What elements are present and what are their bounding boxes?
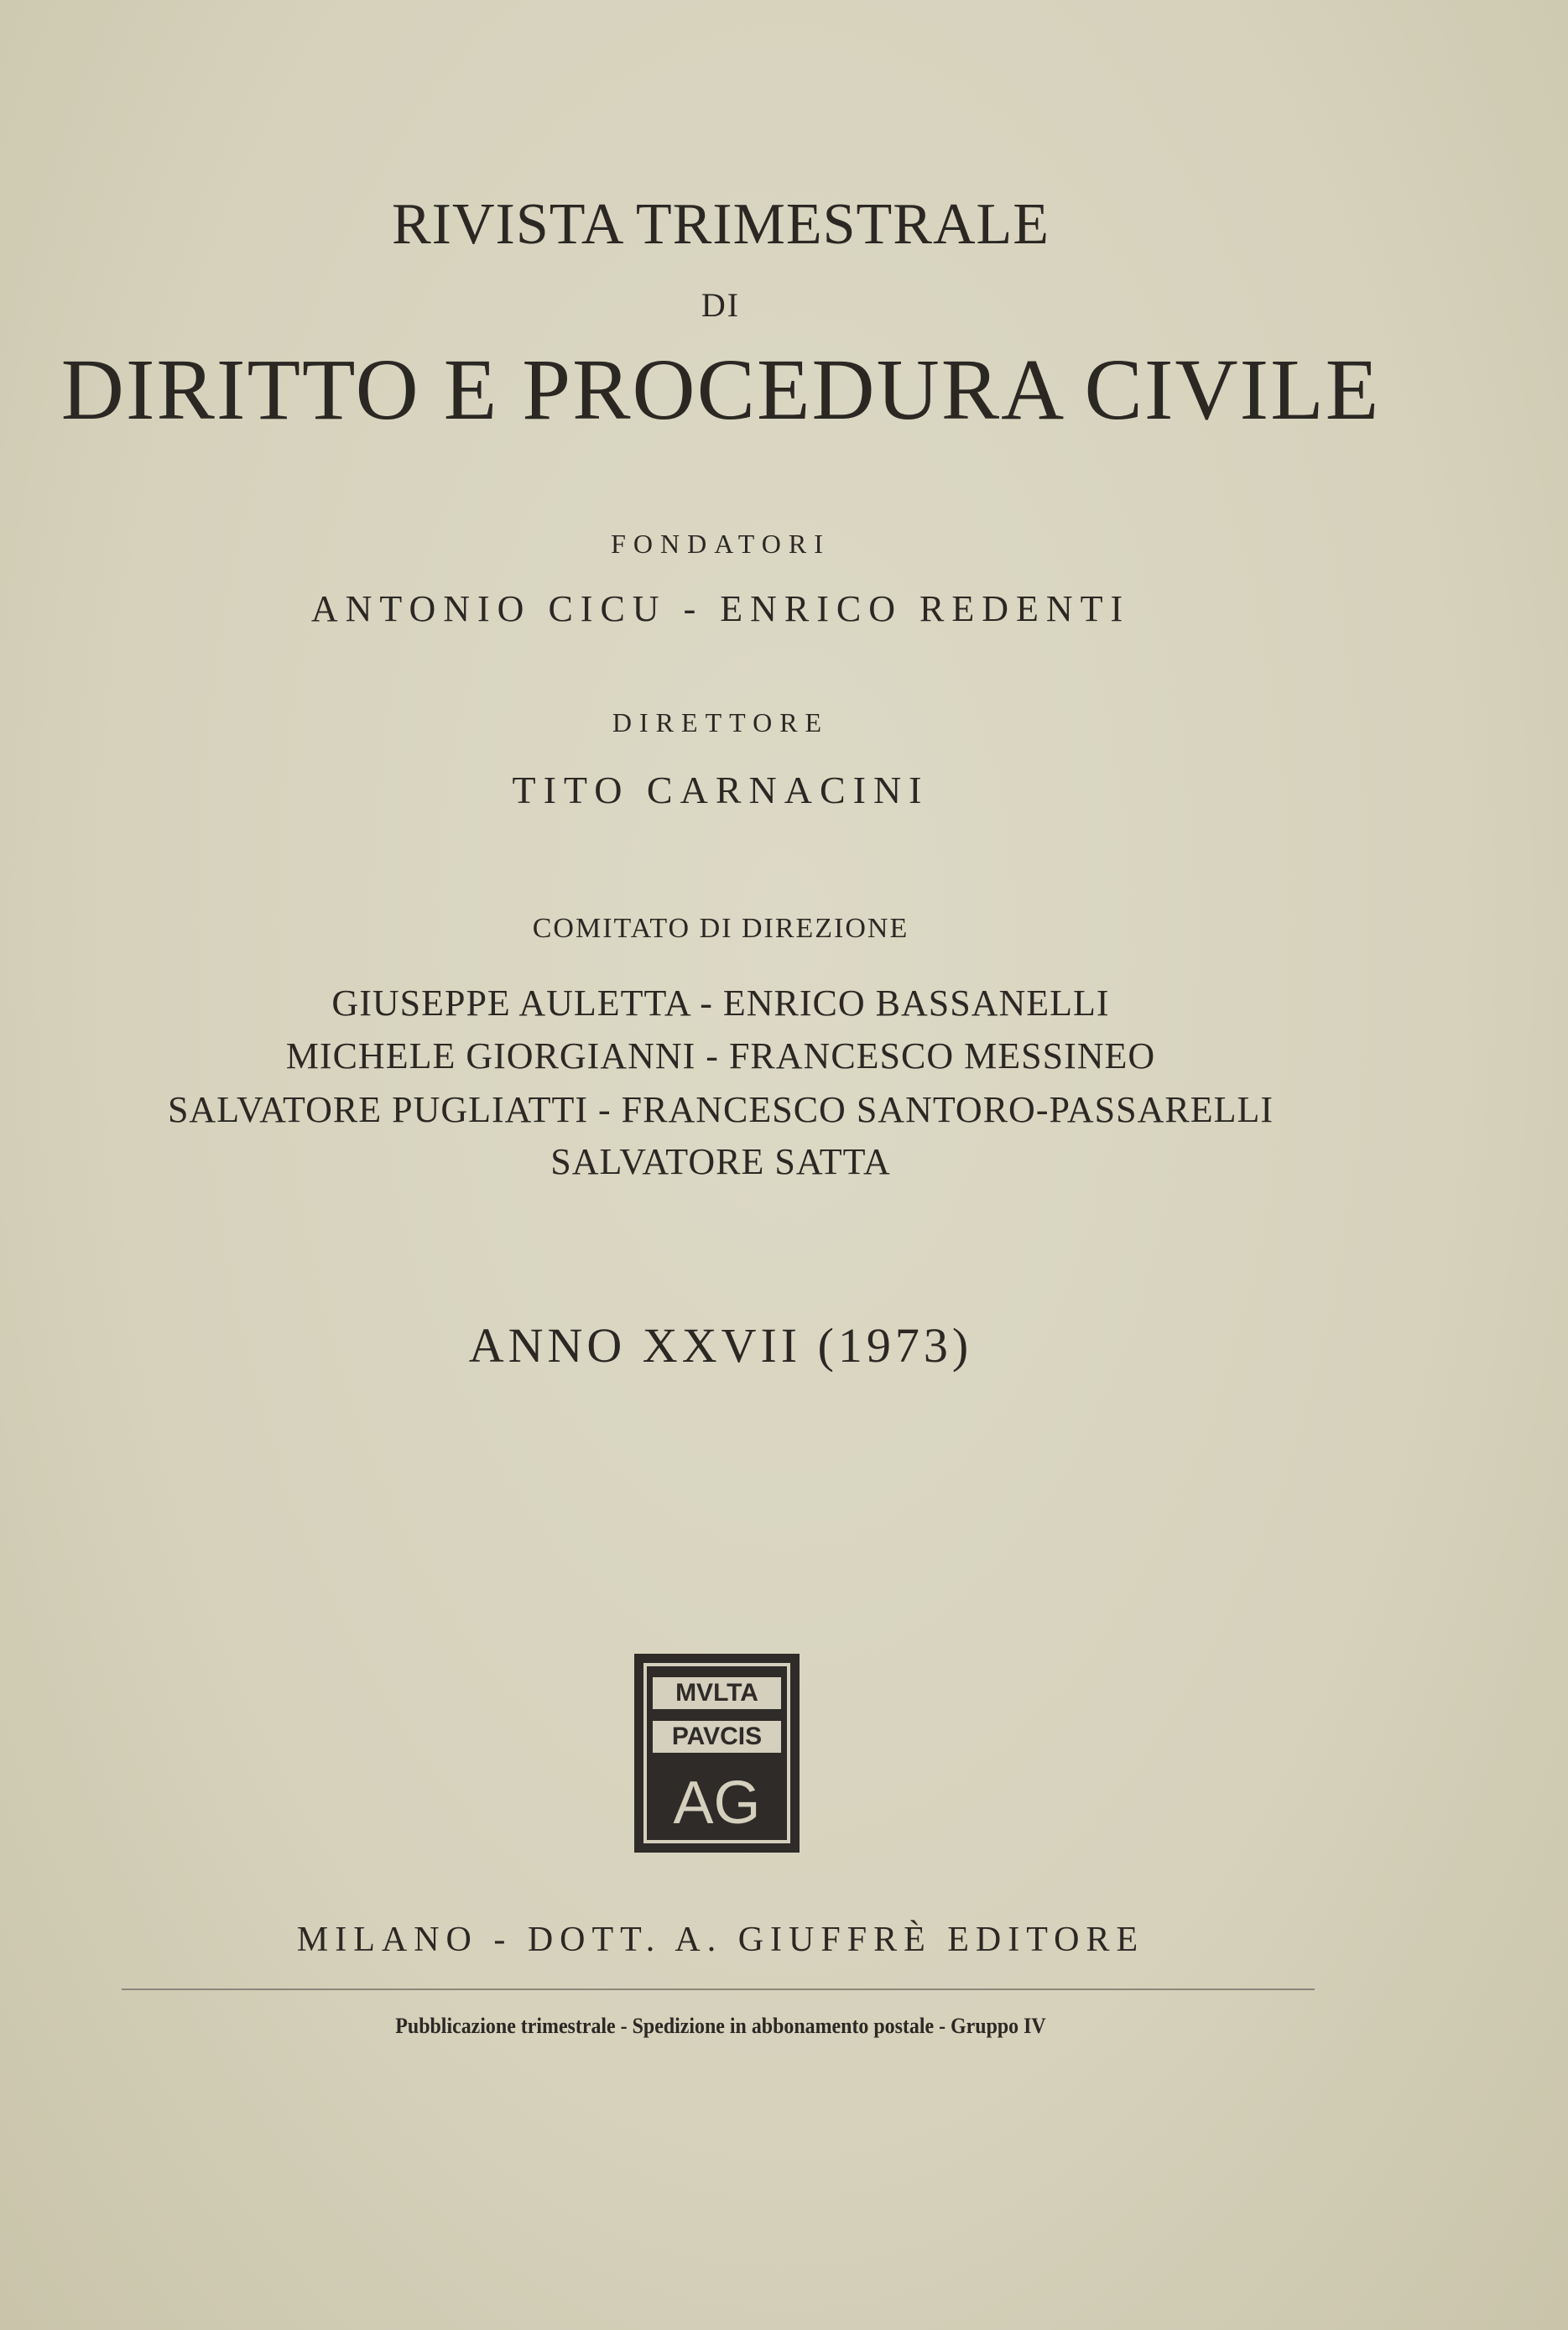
founders-label: FONDATORI bbox=[611, 529, 831, 559]
director-label: DIRETTORE bbox=[612, 707, 830, 738]
journal-title-line2: DI bbox=[701, 286, 741, 324]
publisher-imprint: MILANO - DOTT. A. GIUFFRÈ EDITORE bbox=[296, 1921, 1145, 1959]
founders-names: ANTONIO CICU - ENRICO REDENTI bbox=[310, 588, 1131, 629]
committee-line: SALVATORE SATTA bbox=[550, 1141, 891, 1182]
divider-rule bbox=[122, 1989, 1315, 1990]
journal-title-line1: RIVISTA TRIMESTRALE bbox=[391, 192, 1050, 257]
logo-motto-line1: MVLTA bbox=[653, 1677, 781, 1709]
journal-title-main: DIRITTO E PROCEDURA CIVILE bbox=[60, 341, 1381, 438]
committee-line: MICHELE GIORGIANNI - FRANCESCO MESSINEO bbox=[285, 1035, 1156, 1076]
publisher-logo bbox=[634, 1654, 800, 1853]
volume-year: ANNO XXVII (1973) bbox=[468, 1318, 973, 1373]
postal-note: Pubblicazione trimestrale - Spedizione in abbonamento postale - Gruppo IV bbox=[395, 2014, 1046, 2038]
committee-line: SALVATORE PUGLIATTI - FRANCESCO SANTORO-PASSARELLI bbox=[167, 1089, 1274, 1130]
logo-motto-line2: PAVCIS bbox=[653, 1721, 781, 1753]
director-name: TITO CARNACINI bbox=[512, 769, 930, 811]
committee-label: COMITATO DI DIREZIONE bbox=[532, 913, 909, 944]
logo-monogram: AG bbox=[673, 1770, 761, 1837]
committee-line: GIUSEPPE AULETTA - ENRICO BASSANELLI bbox=[331, 983, 1110, 1024]
